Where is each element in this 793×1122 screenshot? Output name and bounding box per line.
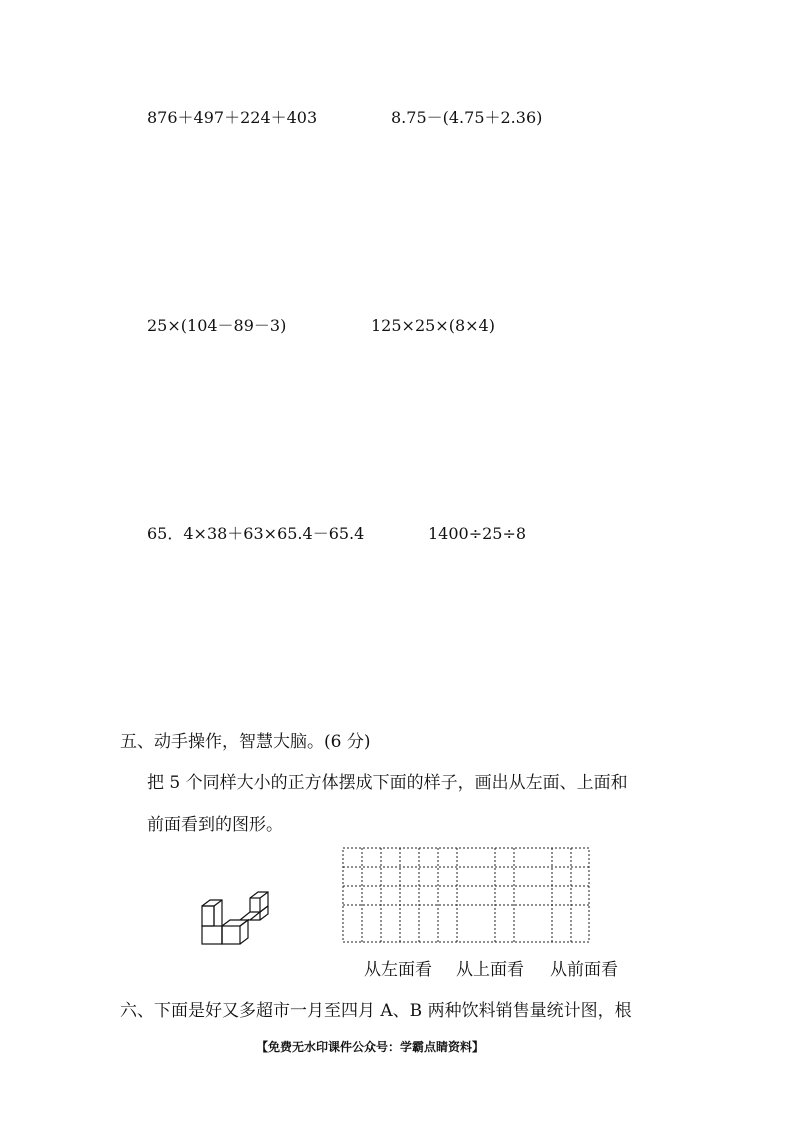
page-footer: 【免费无水印课件公众号：学霸点睛资料】 [256,1040,485,1054]
section-6-heading: 六、下面是好又多超市一月至四月 A、B 两种饮料销售量统计图，根 [120,1001,632,1021]
caption-front-view: 从前面看 [550,960,618,980]
caption-left-view: 从左面看 [364,960,432,980]
section-5-heading: 五、动手操作，智慧大脑。(6 分) [120,732,371,752]
problem-1-left: 876＋497＋224＋403 [147,108,318,127]
problem-2-left: 25×(104－89－3) [147,316,287,335]
dotted-drawing-grid[interactable] [342,847,590,943]
problem-3-left: 65．4×38＋63×65.4－65.4 [147,524,365,543]
problem-1-right: 8.75－(4.75＋2.36) [391,108,543,127]
caption-top-view: 从上面看 [456,960,524,980]
section-5-instruction-line-1: 把 5 个同样大小的正方体摆成下面的样子，画出从左面、上面和 [147,773,628,793]
section-5-instruction-line-2: 前面看到的图形。 [147,815,283,835]
problem-2-right: 125×25×(8×4) [371,316,495,335]
problem-3-right: 1400÷25÷8 [428,524,527,543]
cube-arrangement-figure [198,890,278,950]
